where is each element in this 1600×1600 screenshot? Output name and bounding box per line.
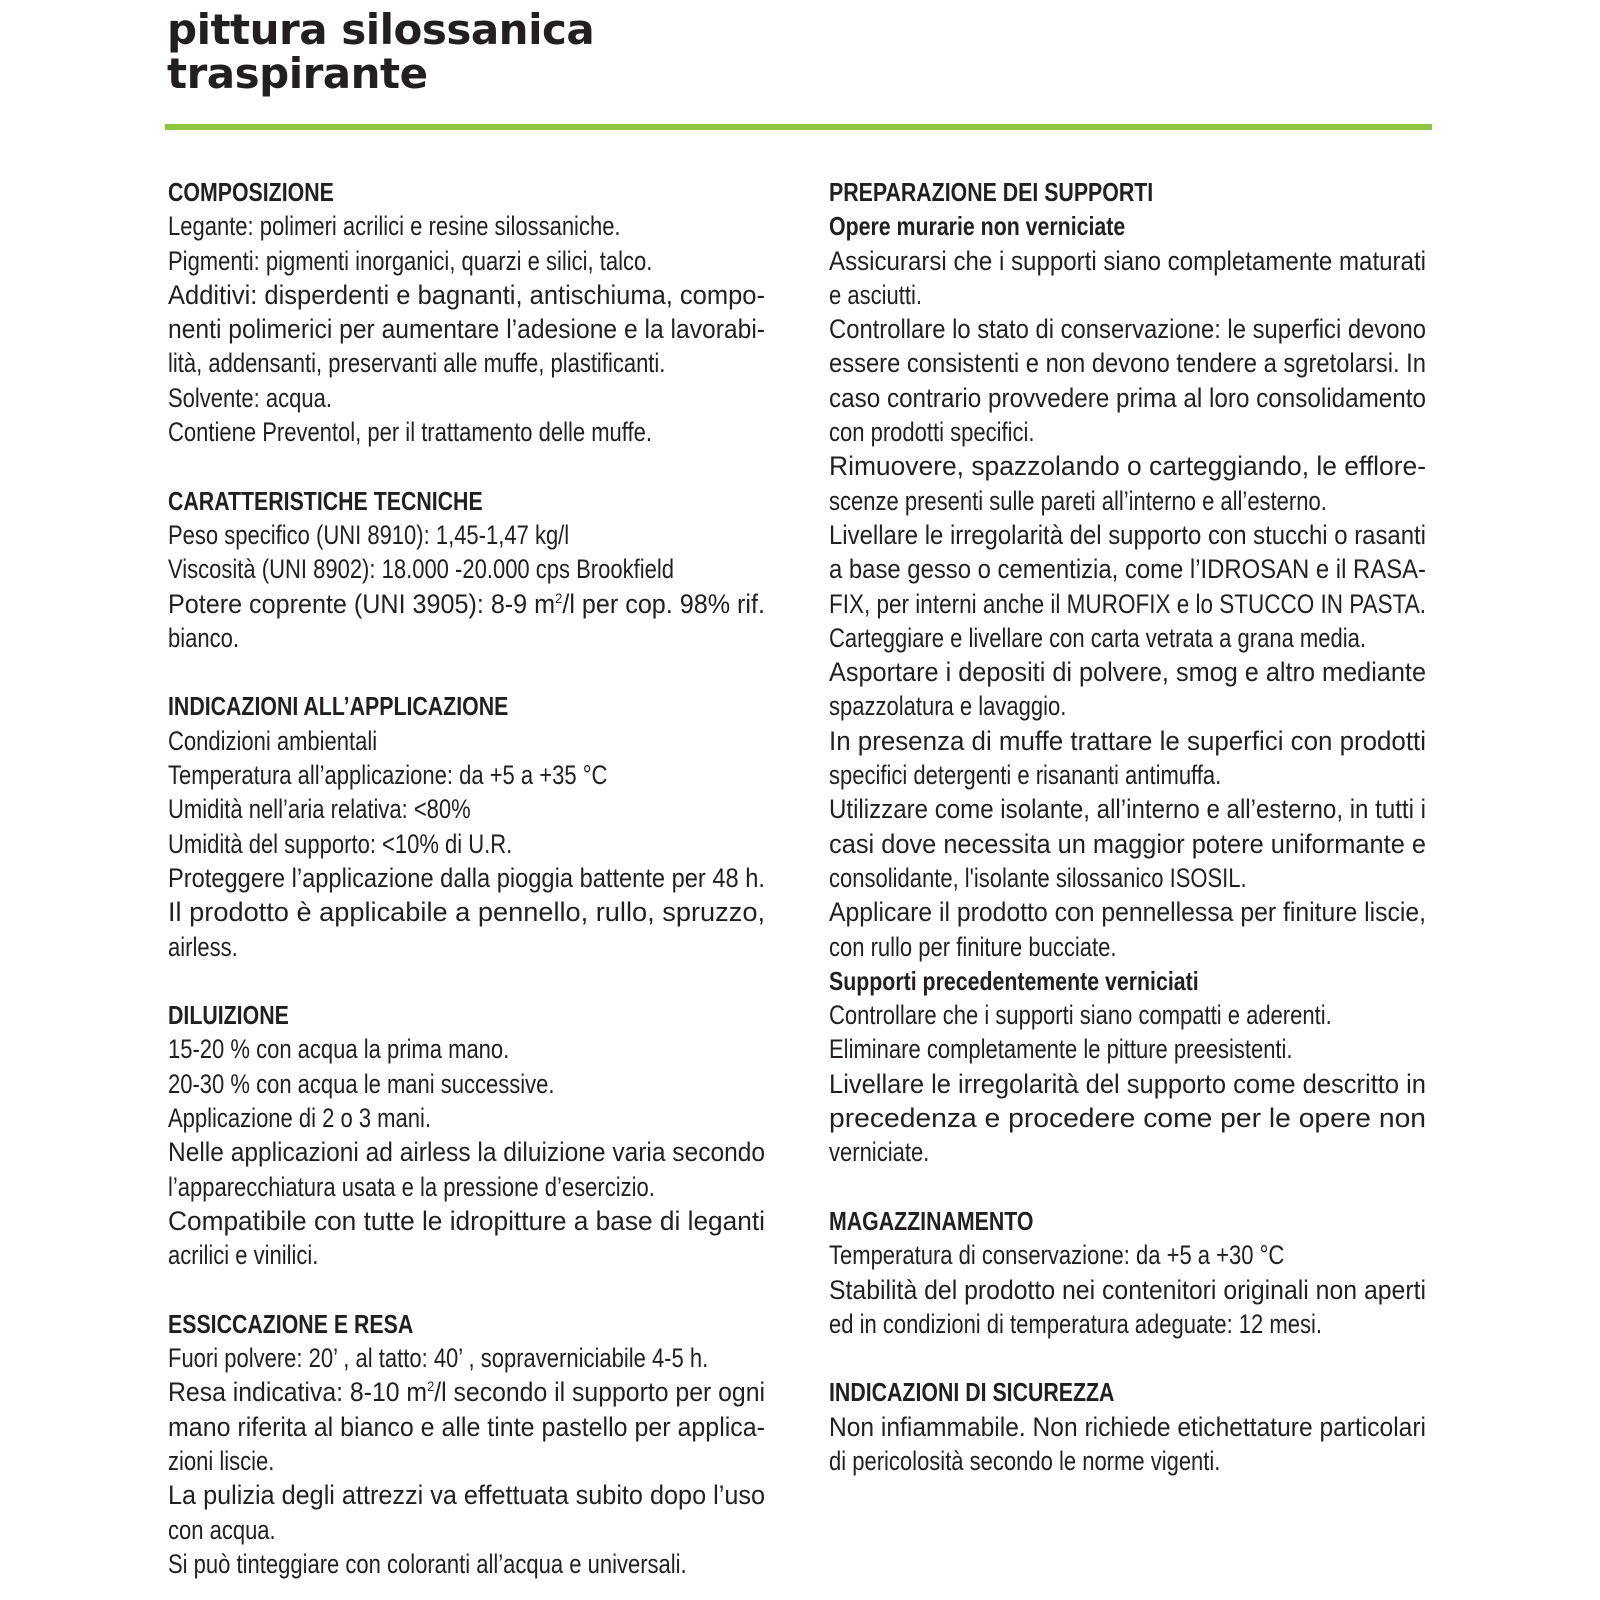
text-line-content (829, 484, 1327, 518)
text-line-text: precedenza e procedere come per le opere non (829, 1103, 1426, 1134)
section-title: COMPOSIZIONE (168, 177, 334, 207)
text-line-content (168, 1101, 431, 1135)
left-column (168, 175, 765, 1581)
text-line (829, 278, 1426, 312)
section-title: DILUIZIONE (168, 1000, 289, 1031)
page-title-line-2: traspirante (167, 49, 428, 98)
text-line (168, 552, 765, 586)
text-line-text: Applicare il prodotto con pennellessa per finiture liscie, (829, 897, 1426, 928)
text-line (168, 1410, 765, 1444)
text-line-content (829, 244, 1426, 278)
text-line (829, 1101, 1426, 1135)
text-line (168, 518, 765, 552)
text-line-text: Umidità del supporto: <10% di U.R. (168, 828, 513, 859)
text-line (829, 484, 1426, 518)
text-line (168, 312, 765, 346)
text-line-text: Proteggere l’applicazione dalla pioggia battente per 48 h. (168, 862, 765, 893)
text-line (829, 518, 1426, 552)
text-line-text: Livellare le irregolarità del supporto come descritto in (829, 1068, 1426, 1099)
superscript: 2 (555, 589, 563, 606)
text-line-content (168, 244, 652, 278)
text-line (168, 1067, 765, 1101)
text-line (829, 244, 1426, 278)
text-line-content (168, 792, 471, 826)
text-line-content (829, 861, 1247, 895)
text-line-text: Pigmenti: pigmenti inorganici, quarzi e silici, talco. (168, 245, 653, 276)
text-line-content (168, 758, 607, 792)
text-line-text: Nelle applicazioni ad airless la diluizione varia secondo (168, 1137, 765, 1168)
text-line-content (829, 895, 1426, 929)
text-line-text: Umidità nell’aria relativa: <80% (168, 794, 471, 825)
text-line-text: bianco. (168, 622, 239, 653)
text-line-content (829, 1444, 1220, 1478)
section (829, 1375, 1426, 1478)
text-line (829, 689, 1426, 723)
text-line-content (168, 1375, 765, 1409)
section (168, 689, 765, 963)
text-line-content (168, 587, 765, 621)
text-line (829, 758, 1426, 792)
text-line (829, 415, 1426, 449)
text-line (168, 1101, 765, 1135)
text-line-content (829, 381, 1426, 415)
text-line-content (168, 1547, 687, 1581)
text-line-text: Potere coprente (UNI 3905): 8-9 m (168, 588, 556, 619)
text-line-content (168, 1067, 555, 1101)
text-line-text: Asportare i depositi di polvere, smog e altro mediante (829, 657, 1426, 688)
text-line (829, 827, 1426, 861)
text-line-content (829, 1101, 1426, 1135)
text-line-content (829, 758, 1221, 792)
text-line (168, 724, 765, 758)
text-line-content (168, 1341, 708, 1375)
text-line (829, 381, 1426, 415)
text-line-content (168, 278, 765, 312)
text-line (168, 895, 765, 929)
text-line-content (168, 381, 332, 415)
text-line-content (168, 346, 665, 380)
text-line (829, 930, 1426, 964)
text-line-content (829, 827, 1426, 861)
text-line (829, 621, 1426, 655)
section-title: MAGAZZINAMENTO (829, 1205, 1034, 1236)
section-title: INDICAZIONI DI SICUREZZA (829, 1377, 1115, 1408)
text-line-text: Applicazione di 2 o 3 mani. (168, 1103, 432, 1134)
text-line-text: airless. (168, 931, 238, 962)
text-line-content (829, 1067, 1426, 1101)
text-line-text: Carteggiare e livellare con carta vetrata a grana media. (829, 622, 1366, 653)
text-line (168, 1513, 765, 1547)
text-line-text: ed in condizioni di temperatura adeguate: 12 mesi. (829, 1308, 1322, 1339)
text-line-text: con acqua. (168, 1514, 276, 1545)
section (168, 175, 765, 449)
text-line-text: Rimuovere, spazzolando o carteggiando, le efflore- (829, 451, 1426, 482)
text-line-text: nenti polimerici per aumentare l’adesione e la lavorabi- (168, 314, 765, 345)
text-line (168, 1204, 765, 1238)
text-line (829, 1273, 1426, 1307)
text-line-content (168, 415, 652, 449)
text-line-content (168, 1204, 765, 1238)
text-line-text: Controllare che i supporti siano compatti e aderenti. (829, 1000, 1332, 1031)
text-line-text: l’apparecchiatura usata e la pressione d’esercizio. (168, 1171, 655, 1202)
text-line-content (829, 1238, 1284, 1272)
text-line (168, 1135, 765, 1169)
text-line-content (829, 1135, 929, 1169)
text-line-text: a base gesso o cementizia, come l’IDROSAN e il RASA- (829, 554, 1426, 585)
section (168, 1307, 765, 1581)
text-line-text: specifici detergenti e risananti antimuffa. (829, 760, 1222, 791)
text-line (829, 724, 1426, 758)
text-line-text: essere consistenti e non devono tendere a sgretolarsi. In (829, 348, 1426, 379)
text-line-text: Livellare le irregolarità del supporto con stucchi o rasanti (829, 519, 1426, 550)
text-line (829, 1444, 1426, 1478)
text-line (829, 552, 1426, 586)
subsection-title: Opere murarie non verniciate (829, 211, 1126, 242)
text-line-content (829, 552, 1426, 586)
text-line-text: Controllare lo stato di conservazione: le superfici devono (829, 314, 1426, 345)
text-line-text: Fuori polvere: 20’ , al tatto: 40’ , sopraverniciabile 4-5 h. (168, 1343, 709, 1374)
text-line (168, 1444, 765, 1478)
text-line (168, 827, 765, 861)
text-line-text: Stabilità del prodotto nei contenitori originali non aperti (829, 1274, 1426, 1305)
text-line (168, 1547, 765, 1581)
text-line-content (829, 587, 1426, 621)
section (168, 998, 765, 1272)
text-line-text: casi dove necessita un maggior potere uniformante e (829, 828, 1426, 859)
text-line-text: FIX, per interni anche il MUROFIX e lo STUCCO IN PASTA. (829, 588, 1426, 619)
text-line-text: In presenza di muffe trattare le superfici con prodotti (829, 725, 1426, 756)
text-line (829, 1067, 1426, 1101)
right-column (829, 175, 1426, 1478)
text-line (829, 895, 1426, 929)
section-title: PREPARAZIONE DEI SUPPORTI (829, 177, 1154, 207)
text-line-content (829, 278, 922, 312)
text-line-content (829, 621, 1366, 655)
text-line-text: Assicurarsi che i supporti siano completamente maturati (829, 245, 1426, 276)
text-line-content (168, 1032, 509, 1066)
text-line-text: con rullo per finiture bucciate. (829, 931, 1117, 962)
text-line (829, 655, 1426, 689)
text-line-content (168, 1410, 765, 1444)
text-line-content (829, 518, 1426, 552)
text-line (829, 1238, 1426, 1272)
text-line-content (168, 518, 569, 552)
text-line-text: Resa indicativa: 8-10 m (168, 1377, 428, 1408)
text-line-content (168, 1238, 318, 1272)
text-line-content (168, 895, 765, 929)
section-title: INDICAZIONI ALL’APPLICAZIONE (168, 691, 509, 722)
text-line (168, 930, 765, 964)
page-title (167, 5, 867, 98)
text-line (168, 758, 765, 792)
text-line-text: Additivi: disperdenti e bagnanti, antischiuma, compo- (168, 279, 765, 310)
text-line (829, 861, 1426, 895)
text-line-content (168, 930, 238, 964)
title-divider (165, 124, 1432, 130)
text-line (829, 792, 1426, 826)
text-line (168, 861, 765, 895)
text-line-text: Condizioni ambientali (168, 725, 378, 756)
page-title-line-1: pittura silossanica (167, 5, 595, 54)
text-line-content (168, 1444, 274, 1478)
text-line-content (168, 827, 512, 861)
text-line-content (829, 1273, 1426, 1307)
text-line-text: Non infiammabile. Non richiede etichettature particolari (829, 1411, 1426, 1442)
text-line (829, 346, 1426, 380)
text-line-content (168, 312, 765, 346)
text-line-text: e asciutti. (829, 279, 922, 310)
text-line-content (829, 930, 1116, 964)
text-line-text: scenze presenti sulle pareti all’interno e all’esterno. (829, 485, 1327, 516)
text-line-content (829, 998, 1332, 1032)
superscript: 2 (427, 1378, 435, 1395)
section-title: ESSICCAZIONE E RESA (168, 1308, 414, 1339)
text-line-text: La pulizia degli attrezzi va effettuata subito dopo l’uso (168, 1480, 765, 1511)
text-line-content (829, 655, 1426, 689)
text-line-content (829, 792, 1426, 826)
text-line (168, 1032, 765, 1066)
text-line-content (829, 724, 1426, 758)
text-line (168, 621, 765, 655)
text-line (168, 415, 765, 449)
text-line (829, 1135, 1426, 1169)
text-line (168, 1375, 765, 1409)
text-line-content (829, 1307, 1322, 1341)
text-line-text: Legante: polimeri acrilici e resine silossaniche. (168, 211, 621, 242)
text-line-content (168, 1478, 765, 1512)
text-line-content (829, 312, 1426, 346)
subsection-title: Supporti precedentemente verniciati (829, 965, 1199, 996)
text-line-text: zioni liscie. (168, 1445, 275, 1476)
text-line-text: Temperatura di conservazione: da +5 a +30 °C (829, 1240, 1285, 1271)
text-line-text-after: /l per cop. 98% rif. (562, 588, 765, 619)
text-line (168, 244, 765, 278)
text-line-text: verniciate. (829, 1137, 930, 1168)
text-line-content (168, 552, 674, 586)
text-line (168, 1478, 765, 1512)
text-line-text: caso contrario provvedere prima al loro consolidamento (829, 382, 1426, 413)
text-line-text: Compatibile con tutte le idropitture a base di leganti (168, 1205, 765, 1236)
text-line-text: consolidante, l'isolante silossanico ISOSIL. (829, 862, 1247, 893)
text-line-content (829, 346, 1426, 380)
text-line-text: Si può tinteggiare con coloranti all’acqua e universali. (168, 1548, 687, 1579)
text-line-text: spazzolatura e lavaggio. (829, 691, 1067, 722)
text-line-text: mano riferita al bianco e alle tinte pastello per applica- (168, 1411, 765, 1442)
text-line (829, 587, 1426, 621)
text-line (829, 312, 1426, 346)
text-line-text: Temperatura all’applicazione: da +5 a +35 °C (168, 760, 608, 791)
text-line-text: Contiene Preventol, per il trattamento delle muffe. (168, 417, 652, 448)
section (829, 1204, 1426, 1341)
text-line-content (168, 861, 765, 895)
text-line (168, 792, 765, 826)
text-line-text: Utilizzare come isolante, all’interno e all’esterno, in tutti i (829, 794, 1426, 825)
section-title: CARATTERISTICHE TECNICHE (168, 485, 483, 516)
text-line-content (168, 1513, 276, 1547)
text-line-content (168, 1170, 655, 1204)
text-line (829, 1410, 1426, 1444)
text-line (829, 1307, 1426, 1341)
text-line-text: 15-20 % con acqua la prima mano. (168, 1034, 510, 1065)
text-line (168, 1341, 765, 1375)
text-line (168, 346, 765, 380)
text-line (168, 1170, 765, 1204)
text-line (168, 1238, 765, 1272)
text-line-text: di pericolosità secondo le norme vigenti. (829, 1445, 1221, 1476)
text-line (168, 381, 765, 415)
text-line-content (829, 689, 1066, 723)
text-line-text-after: /l secondo il supporto per ogni (434, 1377, 765, 1408)
text-line-content (829, 415, 1034, 449)
text-line-text: Eliminare completamente le pitture preesistenti. (829, 1034, 1293, 1065)
text-line (168, 587, 765, 621)
text-line-text: con prodotti specifici. (829, 417, 1035, 448)
text-line (168, 278, 765, 312)
text-line-content (168, 209, 621, 243)
text-line (829, 1032, 1426, 1066)
text-line (829, 998, 1426, 1032)
section (168, 484, 765, 655)
text-line-text: Viscosità (UNI 8902): 18.000 -20.000 cps Brookfield (168, 554, 674, 585)
text-line (829, 449, 1426, 483)
section (829, 175, 1426, 1170)
text-line-content (829, 1032, 1293, 1066)
text-line (168, 209, 765, 243)
text-line-text: Il prodotto è applicabile a pennello, rullo, spruzzo, (168, 897, 765, 928)
text-line-text: Peso specifico (UNI 8910): 1,45-1,47 kg/l (168, 519, 570, 550)
text-line-content (829, 1410, 1426, 1444)
text-line-content (829, 449, 1426, 483)
text-line-content (168, 621, 239, 655)
text-line-text: 20-30 % con acqua le mani successive. (168, 1068, 555, 1099)
text-line-text: Solvente: acqua. (168, 382, 332, 413)
text-line-content (168, 724, 377, 758)
text-line-text: lità, addensanti, preservanti alle muffe, plastificanti. (168, 348, 666, 379)
text-line-content (168, 1135, 765, 1169)
text-line-text: acrilici e vinilici. (168, 1240, 319, 1271)
